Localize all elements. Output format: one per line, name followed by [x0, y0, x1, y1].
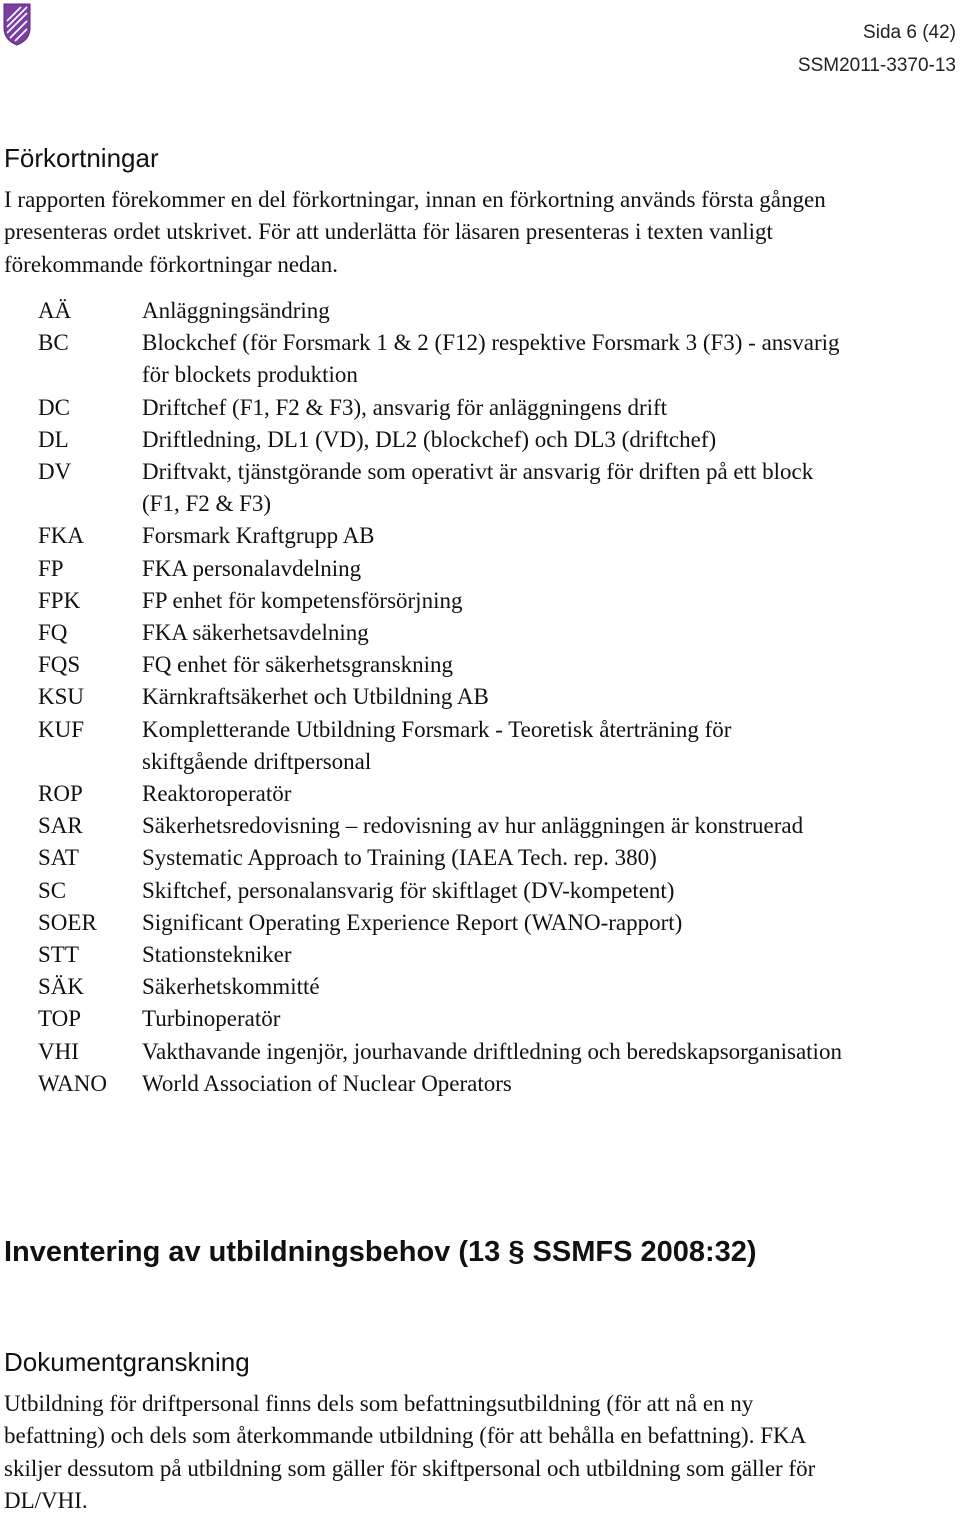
abbreviation-definition: Driftchef (F1, F2 & F3), ansvarig för anläggningens drift — [142, 394, 668, 420]
abbreviation-definition: FQ enhet för säkerhetsgranskning — [142, 652, 454, 678]
ssm-logo-icon — [2, 2, 32, 46]
document-review-heading: Dokumentgranskning — [4, 1347, 250, 1377]
abbreviation-definition: Säkerhetsredovisning – redovisning av hur anläggningen är konstruerad — [142, 813, 804, 839]
abbreviation-row — [38, 617, 898, 649]
document-review-body: Utbildning för driftpersonal finns dels som befattningsutbildning (för att nå en ny befattning) och dels som återkommande utbildning (för att behålla en befattning). FKA skiljer dessutom på utbildning som gäller för skiftpersonal och utbildning som gäller för DL/VHI. — [4, 1391, 816, 1513]
abbreviation-definition: Stationstekniker — [142, 942, 292, 968]
abbreviation-row — [38, 1036, 898, 1068]
abbreviation-definition: Anläggningsändring — [142, 298, 330, 323]
abbreviation-code: SC — [38, 877, 67, 903]
abbreviation-row — [38, 778, 898, 810]
abbreviation-definition: FKA personalavdelning — [142, 555, 362, 581]
abbreviation-definition: Driftvakt, tjänstgörande som operativt är ansvarig för driften på ett block (F1, F2 & F3) — [142, 459, 814, 517]
abbreviation-row — [38, 939, 898, 971]
abbreviation-row — [38, 842, 898, 874]
abbreviation-definition: FP enhet för kompetensförsörjning — [142, 587, 463, 613]
abbreviation-row — [38, 424, 898, 456]
abbreviation-definition: Vakthavande ingenjör, jourhavande driftledning och beredskapsorganisation — [142, 1038, 842, 1064]
abbreviation-code: BC — [38, 330, 69, 356]
abbreviation-code: AÄ — [38, 298, 72, 323]
abbreviation-code: SOER — [38, 909, 97, 935]
abbreviation-row — [38, 1068, 898, 1100]
abbreviation-list — [38, 295, 898, 1100]
abbreviation-row — [38, 456, 898, 520]
abbreviation-row — [38, 810, 898, 842]
abbreviation-code: FPK — [38, 587, 81, 613]
abbreviation-definition: Driftledning, DL1 (VD), DL2 (blockchef) och DL3 (driftchef) — [142, 426, 717, 452]
abbreviation-code: FQS — [38, 652, 81, 678]
abbreviation-definition: FKA säkerhetsavdelning — [142, 620, 369, 646]
abbreviation-code: WANO — [38, 1070, 107, 1096]
abbreviation-row — [38, 681, 898, 713]
abbreviation-code: FKA — [38, 523, 85, 549]
abbreviation-row — [38, 585, 898, 617]
abbreviation-definition: Säkerhetskommitté — [142, 974, 320, 1000]
abbreviation-code: DL — [38, 426, 69, 452]
abbreviation-row — [38, 971, 898, 1003]
abbreviation-definition: Significant Operating Experience Report (WANO-rapport) — [142, 909, 683, 935]
abbreviation-code: TOP — [38, 1006, 82, 1032]
abbreviation-code: STT — [38, 942, 79, 968]
abbreviation-row — [38, 392, 898, 424]
abbreviation-row — [38, 875, 898, 907]
abbreviation-definition: Systematic Approach to Training (IAEA Tech. rep. 380) — [142, 845, 657, 871]
abbreviation-row — [38, 295, 898, 327]
abbreviation-code: VHI — [38, 1038, 79, 1064]
abbreviation-definition: World Association of Nuclear Operators — [142, 1070, 512, 1096]
abbreviation-code: DV — [38, 459, 72, 485]
abbreviation-row — [38, 714, 898, 778]
abbreviations-heading: Förkortningar — [4, 143, 159, 173]
abbreviation-row — [38, 1003, 898, 1035]
abbreviation-definition: Reaktoroperatör — [142, 781, 292, 807]
abbreviation-definition: Skiftchef, personalansvarig för skiftlaget (DV-kompetent) — [142, 877, 675, 903]
abbreviation-code: SAT — [38, 845, 79, 871]
abbreviation-code: SÄK — [38, 974, 85, 1000]
abbreviation-code: KSU — [38, 684, 85, 710]
abbreviation-row — [38, 553, 898, 585]
abbreviation-code: SAR — [38, 813, 83, 839]
abbreviation-definition: Turbinoperatör — [142, 1006, 281, 1032]
abbreviations-intro: I rapporten förekommer en del förkortningar, innan en förkortning används första gången presenteras ordet utskrivet. För att underlätta för läsaren presenteras i texten vanligt förekommande förkortningar nedan. — [4, 187, 826, 277]
abbreviation-code: KUF — [38, 716, 85, 742]
abbreviation-definition: Kompletterande Utbildning Forsmark - Teoretisk återträning för skiftgående driftpersonal — [142, 716, 732, 774]
abbreviation-row — [38, 520, 898, 552]
abbreviation-row — [38, 327, 898, 391]
abbreviation-code: FQ — [38, 620, 68, 646]
document-id: SSM2011-3370-13 — [797, 55, 956, 76]
abbreviation-definition: Kärnkraftsäkerhet och Utbildning AB — [142, 684, 489, 710]
abbreviation-code: DC — [38, 394, 70, 420]
abbreviation-definition: Blockchef (för Forsmark 1 & 2 (F12) respektive Forsmark 3 (F3) - ansvarig för blockets produktion — [142, 330, 840, 388]
abbreviation-row — [38, 907, 898, 939]
inventory-heading: Inventering av utbildningsbehov (13 § SSMFS 2008:32) — [4, 1236, 757, 1268]
abbreviation-row — [38, 649, 898, 681]
abbreviation-definition: Forsmark Kraftgrupp AB — [142, 523, 375, 549]
abbreviation-code: ROP — [38, 781, 83, 807]
page-number: Sida 6 (42) — [863, 22, 956, 43]
abbreviation-code: FP — [38, 555, 64, 581]
